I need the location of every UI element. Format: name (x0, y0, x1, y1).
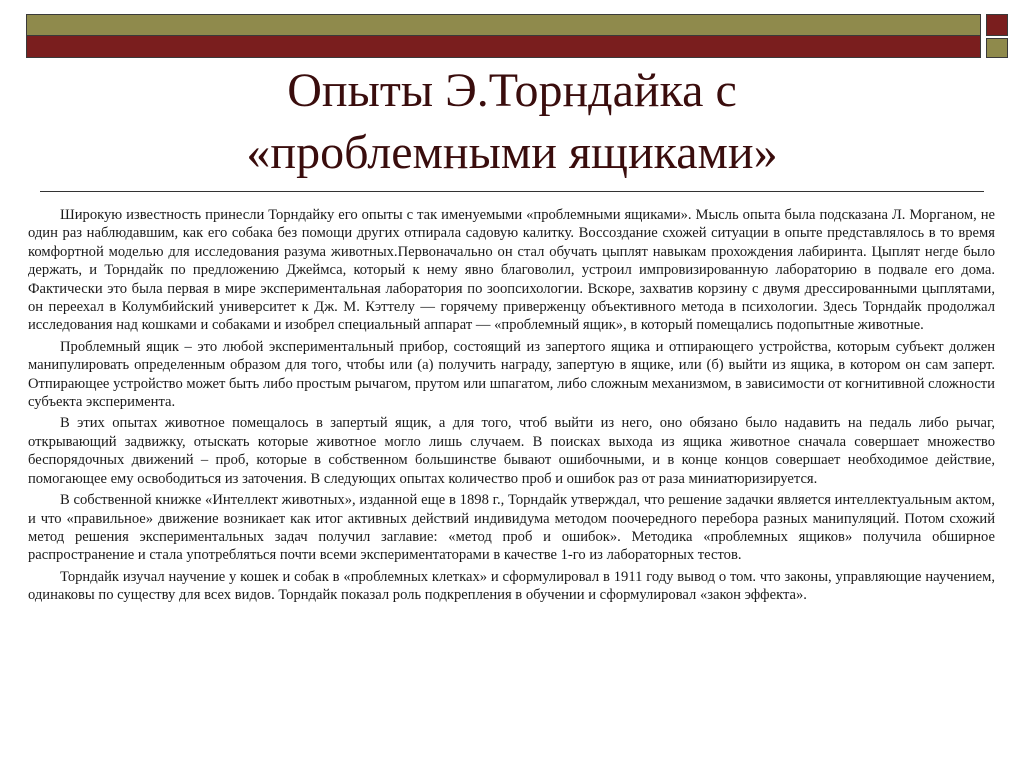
header-band-olive (26, 14, 981, 36)
title-divider (40, 191, 984, 192)
slide-title-line-1: Опыты Э.Торндайка с (287, 64, 737, 117)
body-paragraph-3: В этих опытах животное помещалось в запертый ящик, а для того, чтоб выйти из него, оно обязано было надавить на педаль либо рычаг, открывающий задвижку, отыскать которые животное могло лишь случаем. В поисках выхода из ящика животное сначала совершает множество беспорядочных движений – проб, которые в собственном большинстве бывают ошибочными, и в конце концов совершает необходимое действие, помогающее ему освободиться из заточения. В следующих опытах количество проб и ошибок раз от раза миниатюризируется. (28, 415, 995, 487)
slide-title (40, 60, 984, 184)
body-paragraph-4: В собственной книжке «Интеллект животных», изданной еще в 1898 г., Торндайк утверждал, что решение задачки является интеллектуальным актом, и что «правильное» движение возникает как итог активных действий индивидума методом поочередного перебора разных манипуляций. Потом схожий метод решения экспериментальных задач получил заглавие: «метод проб и ошибок». Методика «проблемных ящиков» получила обширное распространение и стала употребляться почти всеми экспериментаторами в качестве 1-го из лабораторных тестов. (28, 492, 995, 564)
corner-square-red (986, 14, 1008, 36)
body-paragraph-5: Торндайк изучал научение у кошек и собак в «проблемных клетках» и сформулировал в 1911 году вывод о том. что законы, управляющие научением, одинаковы по существу для всех видов. Торндайк показал роль подкрепления в обучении и сформулировал «закон эффекта». (28, 568, 995, 604)
body-paragraph-2: Проблемный ящик – это любой экспериментальный прибор, состоящий из запертого ящика и отпирающего устройства, которым субъект должен манипулировать определенным образом для того, чтобы или (а) получить награду, запертую в ящике, или (б) выйти из ящика, в котором он сам заперт. Отпирающее устройство может быть либо простым рычагом, прутом или шпагатом, либо сложным механизмом, в зависимости от когнитивной сложности субъекта эксперимента. (28, 338, 995, 411)
slide-body (28, 206, 995, 608)
corner-square-olive (986, 38, 1008, 58)
slide-title-line-2: «проблемными ящиками» (246, 126, 778, 179)
body-paragraph-1: Широкую известность принесли Торндайку его опыты с так именуемыми «проблемными ящиками». Мысль опыта была подсказана Л. Морганом, не один раз наблюдавшим, как его собака без помощи других отпирала садовую калитку. Воссоздание схожей ситуации в опыте представлялось в то время комфортной моделью для исследования разума животных.Первоначально он стал обучать цыплят навыкам прохождения лабиринта. Цыплят негде было держать, и Торндайк по предложению Джеймса, который к нему явно благоволил, устроил импровизированную лабораторию в подвале его дома. Фактически это была первая в мире экспериментальная лаборатория по зоопсихологии. Вскоре, захватив корзину с двумя дрессированными цыплятами, он переехал в Колумбийский университет к Дж. М. Кэттелу — горячему приверженцу объективного метода в психологии. Здесь Торндайк продолжал исследования над кошками и собаками и изобрел специальный аппарат — «проблемный ящик», в который помещались подопытные животные. (28, 207, 995, 334)
